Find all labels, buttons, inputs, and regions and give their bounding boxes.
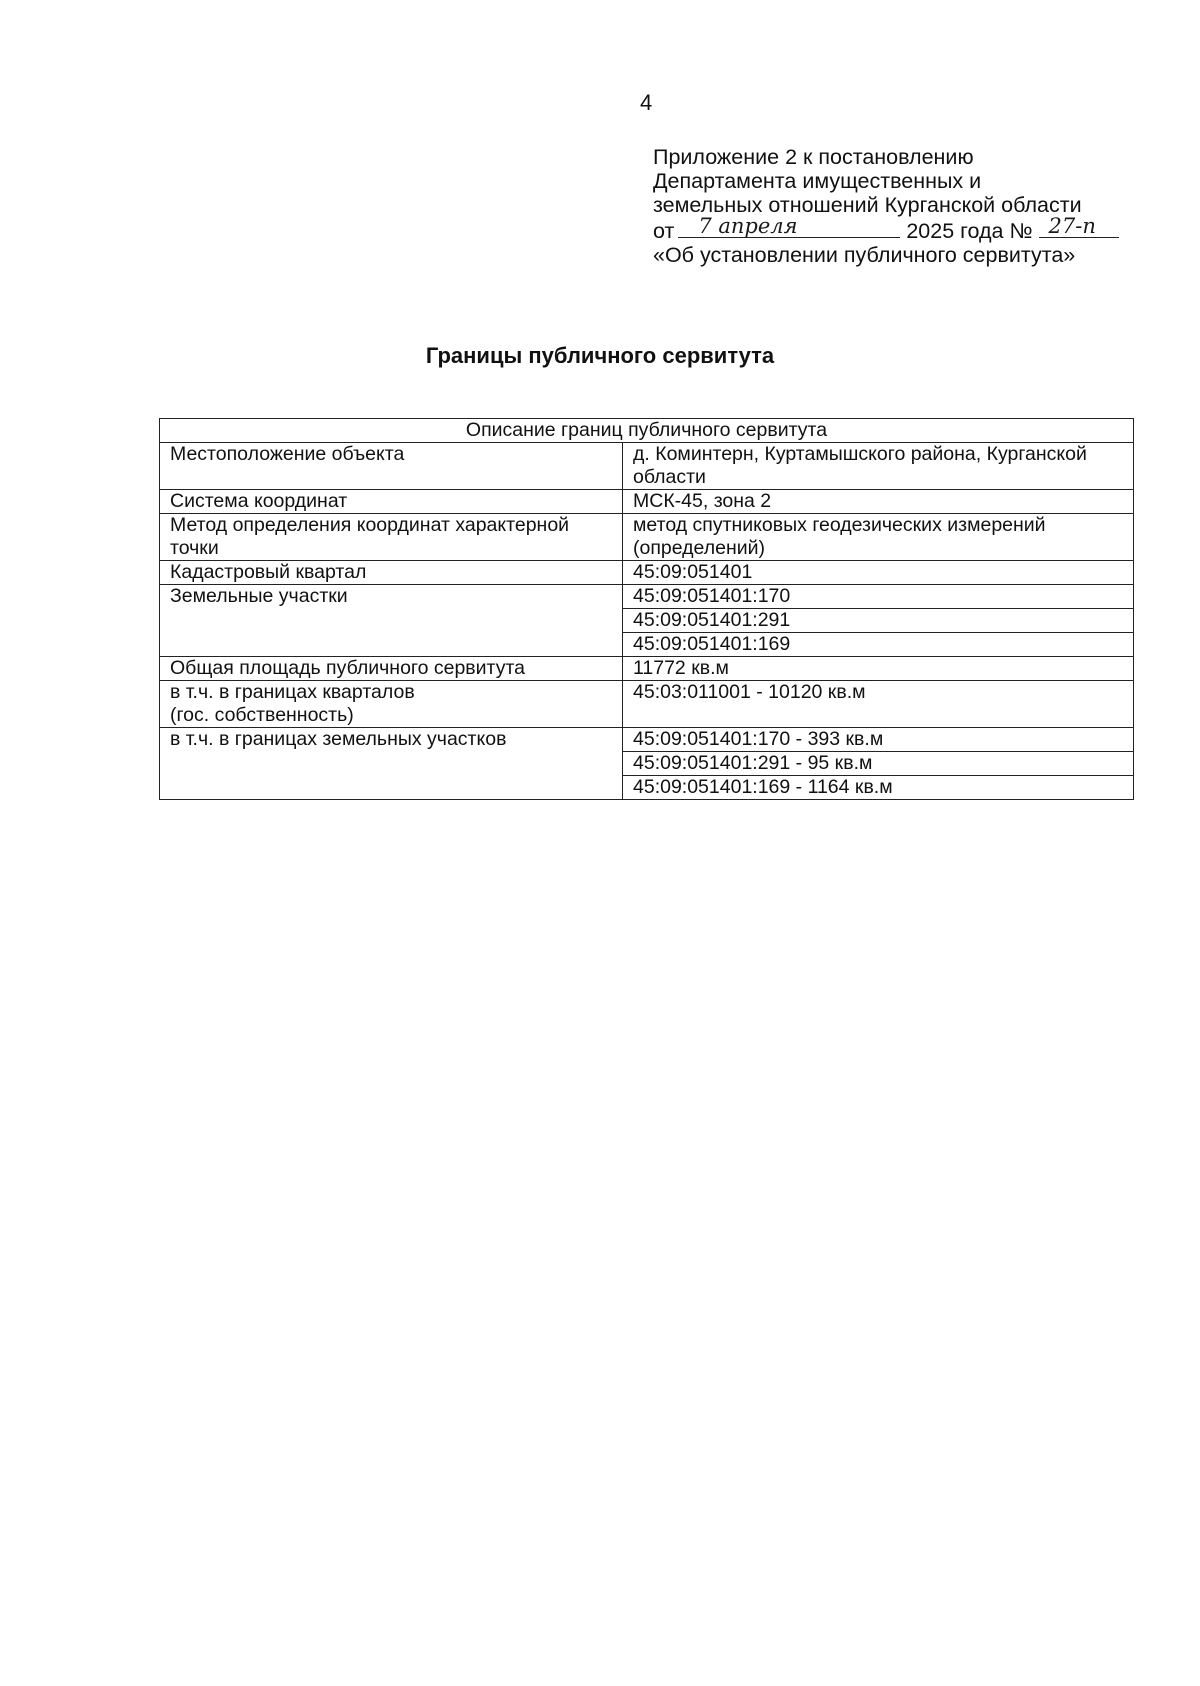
- quarters-label-line-2: (гос. собственность): [170, 704, 354, 726]
- table-row: [160, 681, 1134, 728]
- method-value: метод спутниковых геодезических измерений (определений): [623, 514, 1134, 561]
- location-value: д. Коминтерн, Куртамышского района, Курганской области: [623, 443, 1134, 490]
- plot-area-value: 45:09:051401:169 - 1164 кв.м: [623, 776, 1134, 800]
- appendix-line-1: Приложение 2 к постановлению: [653, 145, 974, 169]
- plot-area-value: 45:09:051401:291 - 95 кв.м: [623, 752, 1134, 776]
- table-row: [160, 443, 1134, 490]
- plot-area-value: 45:09:051401:170 - 393 кв.м: [623, 728, 1134, 752]
- table-row: [160, 728, 1134, 752]
- table-row: [160, 561, 1134, 585]
- quarters-value: 45:03:011001 - 10120 кв.м: [623, 681, 1134, 728]
- plot-value: 45:09:051401:170: [623, 585, 1134, 609]
- table-row: [160, 585, 1134, 609]
- servitude-table: [159, 418, 1134, 800]
- plot-value: 45:09:051401:291: [623, 609, 1134, 633]
- method-label: Метод определения координат характерной точки: [160, 514, 623, 561]
- document-title: Границы публичного сервитута: [425, 343, 775, 368]
- cadastral-value: 45:09:051401: [623, 561, 1134, 585]
- year-text: 2025 года №: [906, 219, 1033, 243]
- quarters-label-line-1: в т.ч. в границах кварталов: [170, 681, 415, 703]
- table-header: Описание границ публичного сервитута: [160, 419, 1134, 443]
- appendix-line-2: Департамента имущественных и: [653, 169, 982, 193]
- number-field: [1039, 214, 1119, 238]
- plots-label: Земельные участки: [160, 585, 623, 657]
- plots-area-label: в т.ч. в границах земельных участков: [160, 728, 623, 800]
- plot-value: 45:09:051401:169: [623, 633, 1134, 657]
- total-area-value: 11772 кв.м: [623, 657, 1134, 681]
- page-number: 4: [640, 90, 653, 115]
- handwritten-date: 7 апреля: [698, 214, 798, 238]
- total-area-label: Общая площадь публичного сервитута: [160, 657, 623, 681]
- date-field: [678, 214, 900, 238]
- handwritten-number: 27-п: [1048, 214, 1096, 238]
- quarters-label: [160, 681, 623, 728]
- table-header-row: [160, 419, 1134, 443]
- appendix-line-3: земельных отношений Курганской области: [653, 193, 1082, 217]
- appendix-date-line: [653, 214, 1173, 243]
- coord-system-value: МСК-45, зона 2: [623, 490, 1134, 514]
- appendix-block: [653, 145, 1173, 267]
- location-label: Местоположение объекта: [160, 443, 623, 490]
- table-row: [160, 490, 1134, 514]
- appendix-line-5: «Об установлении публичного сервитута»: [653, 243, 1076, 267]
- table-row: [160, 514, 1134, 561]
- cadastral-label: Кадастровый квартал: [160, 561, 623, 585]
- table-row: [160, 657, 1134, 681]
- coord-system-label: Система координат: [160, 490, 623, 514]
- date-prefix: от: [653, 219, 675, 243]
